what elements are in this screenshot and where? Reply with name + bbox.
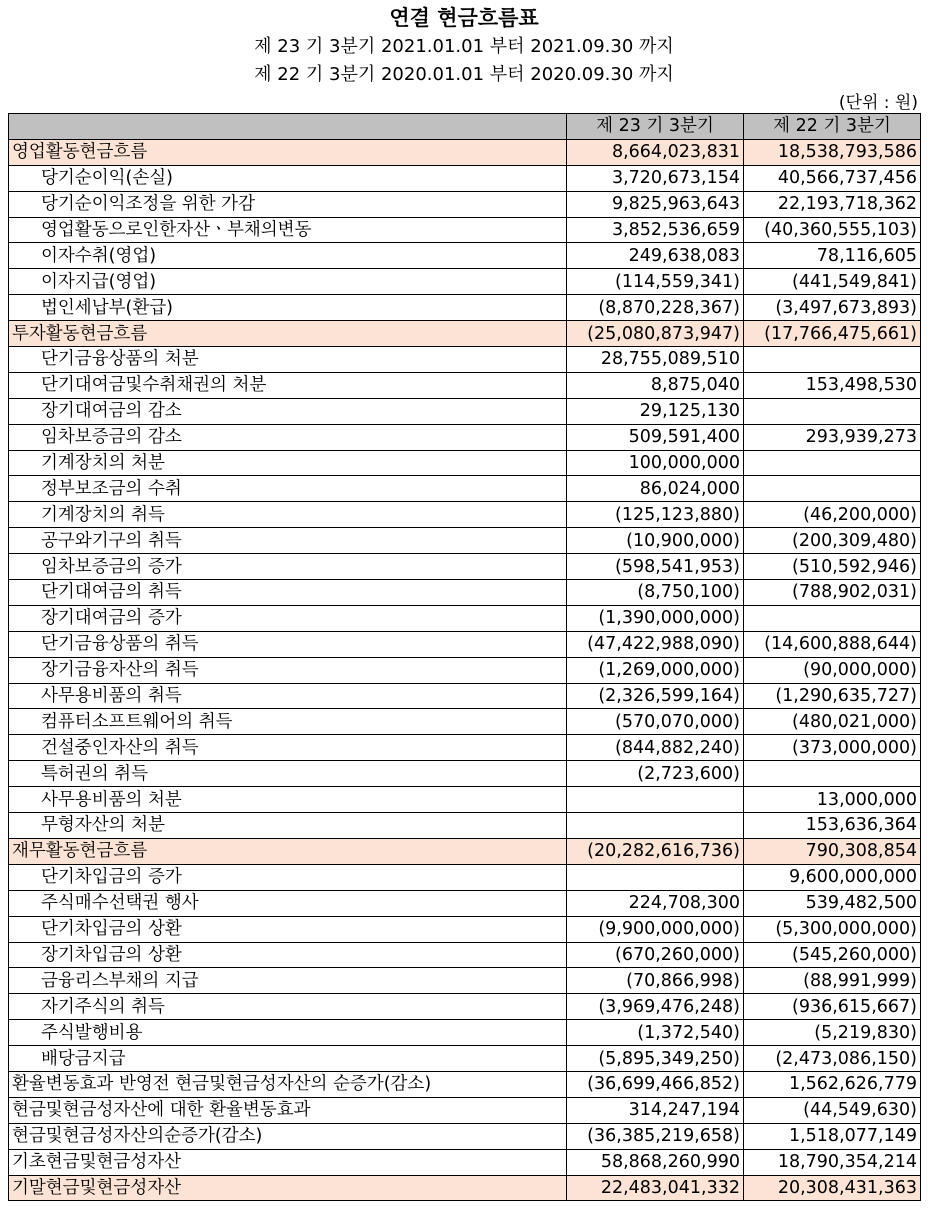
value-current: 100,000,000 bbox=[567, 450, 744, 476]
value-prior: 40,566,737,456 bbox=[744, 165, 921, 191]
value-prior: (90,000,000) bbox=[744, 657, 921, 683]
cash-flow-table bbox=[8, 113, 921, 1201]
row-label: 단기금융상품의 처분 bbox=[9, 347, 567, 373]
value-current: 8,875,040 bbox=[567, 372, 744, 398]
table-row bbox=[9, 243, 921, 269]
row-label: 이자지급(영업) bbox=[9, 269, 567, 295]
row-label: 건설중인자산의 취득 bbox=[9, 735, 567, 761]
row-label: 기계장치의 처분 bbox=[9, 450, 567, 476]
value-prior: 1,562,626,779 bbox=[744, 1071, 921, 1097]
value-current bbox=[567, 864, 744, 890]
table-row bbox=[9, 761, 921, 787]
value-current: (25,080,873,947) bbox=[567, 321, 744, 347]
value-prior: 9,600,000,000 bbox=[744, 864, 921, 890]
value-current: (20,282,616,736) bbox=[567, 838, 744, 864]
row-label: 배당금지급 bbox=[9, 1046, 567, 1072]
value-current: (1,269,000,000) bbox=[567, 657, 744, 683]
header-label bbox=[9, 114, 567, 140]
row-label: 자기주식의 취득 bbox=[9, 994, 567, 1020]
header-prior: 제 22 기 3분기 bbox=[744, 114, 921, 140]
value-current: (10,900,000) bbox=[567, 528, 744, 554]
table-row bbox=[9, 787, 921, 813]
period-prior: 제 22 기 3분기 2020.01.01 부터 2020.09.30 까지 bbox=[254, 64, 674, 85]
value-current: 28,755,089,510 bbox=[567, 347, 744, 373]
unit-label: (단위 : 원) bbox=[838, 93, 918, 113]
value-prior: 18,538,793,586 bbox=[744, 139, 921, 165]
row-label: 장기대여금의 감소 bbox=[9, 398, 567, 424]
table-row bbox=[9, 554, 921, 580]
row-label: 재무활동현금흐름 bbox=[9, 838, 567, 864]
table-row bbox=[9, 890, 921, 916]
value-prior: (40,360,555,103) bbox=[744, 217, 921, 243]
table-row bbox=[9, 838, 921, 864]
value-current: (36,385,219,658) bbox=[567, 1123, 744, 1149]
value-prior: (200,309,480) bbox=[744, 528, 921, 554]
value-current: 509,591,400 bbox=[567, 424, 744, 450]
row-label: 특허권의 취득 bbox=[9, 761, 567, 787]
table-row bbox=[9, 502, 921, 528]
value-prior bbox=[744, 605, 921, 631]
row-label: 컴퓨터소프트웨어의 취득 bbox=[9, 709, 567, 735]
value-prior: 20,308,431,363 bbox=[744, 1175, 921, 1201]
value-current: (570,070,000) bbox=[567, 709, 744, 735]
row-label: 장기금융자산의 취득 bbox=[9, 657, 567, 683]
table-row bbox=[9, 295, 921, 321]
table-row bbox=[9, 1020, 921, 1046]
value-current bbox=[567, 787, 744, 813]
value-prior: (545,260,000) bbox=[744, 942, 921, 968]
value-prior: (441,549,841) bbox=[744, 269, 921, 295]
value-prior bbox=[744, 347, 921, 373]
row-label: 단기차입금의 상환 bbox=[9, 916, 567, 942]
row-label: 공구와기구의 취득 bbox=[9, 528, 567, 554]
value-prior: (44,549,630) bbox=[744, 1097, 921, 1123]
table-row bbox=[9, 191, 921, 217]
value-prior: 153,636,364 bbox=[744, 813, 921, 839]
value-current: (670,260,000) bbox=[567, 942, 744, 968]
row-label: 법인세납부(환급) bbox=[9, 295, 567, 321]
table-row bbox=[9, 709, 921, 735]
value-current: 224,708,300 bbox=[567, 890, 744, 916]
row-label: 투자활동현금흐름 bbox=[9, 321, 567, 347]
value-prior: (788,902,031) bbox=[744, 580, 921, 606]
value-prior: (46,200,000) bbox=[744, 502, 921, 528]
table-row bbox=[9, 657, 921, 683]
value-current: (47,422,988,090) bbox=[567, 631, 744, 657]
value-current: (8,750,100) bbox=[567, 580, 744, 606]
value-prior: 13,000,000 bbox=[744, 787, 921, 813]
value-prior: (5,219,830) bbox=[744, 1020, 921, 1046]
table-row bbox=[9, 1175, 921, 1201]
value-current: (1,390,000,000) bbox=[567, 605, 744, 631]
value-prior bbox=[744, 476, 921, 502]
table-row bbox=[9, 1097, 921, 1123]
row-label: 현금및현금성자산에 대한 환율변동효과 bbox=[9, 1097, 567, 1123]
header-current: 제 23 기 3분기 bbox=[567, 114, 744, 140]
value-current: 3,720,673,154 bbox=[567, 165, 744, 191]
value-prior: 539,482,500 bbox=[744, 890, 921, 916]
value-prior: 153,498,530 bbox=[744, 372, 921, 398]
value-prior: (88,991,999) bbox=[744, 968, 921, 994]
table-row bbox=[9, 321, 921, 347]
row-label: 단기대여금및수취채권의 처분 bbox=[9, 372, 567, 398]
value-prior: (17,766,475,661) bbox=[744, 321, 921, 347]
value-current: 29,125,130 bbox=[567, 398, 744, 424]
row-label: 무형자산의 처분 bbox=[9, 813, 567, 839]
value-prior: (510,592,946) bbox=[744, 554, 921, 580]
value-current: 22,483,041,332 bbox=[567, 1175, 744, 1201]
table-row bbox=[9, 1071, 921, 1097]
value-prior: (373,000,000) bbox=[744, 735, 921, 761]
table-row bbox=[9, 165, 921, 191]
table-row bbox=[9, 528, 921, 554]
table-row bbox=[9, 916, 921, 942]
value-current: 9,825,963,643 bbox=[567, 191, 744, 217]
value-current: (2,326,599,164) bbox=[567, 683, 744, 709]
value-current: (5,895,349,250) bbox=[567, 1046, 744, 1072]
value-current: (2,723,600) bbox=[567, 761, 744, 787]
row-label: 임차보증금의 증가 bbox=[9, 554, 567, 580]
value-current: (844,882,240) bbox=[567, 735, 744, 761]
value-current: 8,664,023,831 bbox=[567, 139, 744, 165]
row-label: 정부보조금의 수취 bbox=[9, 476, 567, 502]
value-prior: (1,290,635,727) bbox=[744, 683, 921, 709]
value-prior: 22,193,718,362 bbox=[744, 191, 921, 217]
value-current: 58,868,260,990 bbox=[567, 1149, 744, 1175]
value-current: (3,969,476,248) bbox=[567, 994, 744, 1020]
period-current: 제 23 기 3분기 2021.01.01 부터 2021.09.30 까지 bbox=[254, 36, 674, 57]
value-current: (125,123,880) bbox=[567, 502, 744, 528]
row-label: 사무용비품의 처분 bbox=[9, 787, 567, 813]
value-current: (598,541,953) bbox=[567, 554, 744, 580]
value-prior: 1,518,077,149 bbox=[744, 1123, 921, 1149]
row-label: 단기금융상품의 취득 bbox=[9, 631, 567, 657]
row-label: 임차보증금의 감소 bbox=[9, 424, 567, 450]
table-row bbox=[9, 580, 921, 606]
row-label: 영업활동현금흐름 bbox=[9, 139, 567, 165]
value-prior: 293,939,273 bbox=[744, 424, 921, 450]
table-row bbox=[9, 1149, 921, 1175]
row-label: 단기차입금의 증가 bbox=[9, 864, 567, 890]
row-label: 장기차입금의 상환 bbox=[9, 942, 567, 968]
statement-title: 연결 현금흐름표 bbox=[389, 6, 539, 30]
row-label: 당기순이익(손실) bbox=[9, 165, 567, 191]
value-prior bbox=[744, 450, 921, 476]
table-row bbox=[9, 217, 921, 243]
table-row bbox=[9, 398, 921, 424]
value-prior: (480,021,000) bbox=[744, 709, 921, 735]
table-row bbox=[9, 942, 921, 968]
value-current: (9,900,000,000) bbox=[567, 916, 744, 942]
row-label: 금융리스부채의 지급 bbox=[9, 968, 567, 994]
row-label: 주식발행비용 bbox=[9, 1020, 567, 1046]
value-current: (114,559,341) bbox=[567, 269, 744, 295]
value-prior bbox=[744, 398, 921, 424]
row-label: 기말현금및현금성자산 bbox=[9, 1175, 567, 1201]
value-current: (8,870,228,367) bbox=[567, 295, 744, 321]
value-current: 3,852,536,659 bbox=[567, 217, 744, 243]
table-row bbox=[9, 476, 921, 502]
table-row bbox=[9, 1123, 921, 1149]
value-prior bbox=[744, 761, 921, 787]
value-prior: 18,790,354,214 bbox=[744, 1149, 921, 1175]
value-current: 86,024,000 bbox=[567, 476, 744, 502]
row-label: 기초현금및현금성자산 bbox=[9, 1149, 567, 1175]
value-current: (70,866,998) bbox=[567, 968, 744, 994]
table-row bbox=[9, 139, 921, 165]
row-label: 주식매수선택권 행사 bbox=[9, 890, 567, 916]
row-label: 당기순이익조정을 위한 가감 bbox=[9, 191, 567, 217]
value-prior: (936,615,667) bbox=[744, 994, 921, 1020]
row-label: 현금및현금성자산의순증가(감소) bbox=[9, 1123, 567, 1149]
row-label: 기계장치의 취득 bbox=[9, 502, 567, 528]
table-header bbox=[9, 114, 921, 140]
value-prior: (5,300,000,000) bbox=[744, 916, 921, 942]
table-row bbox=[9, 994, 921, 1020]
table-row bbox=[9, 813, 921, 839]
value-prior: 78,116,605 bbox=[744, 243, 921, 269]
table-row bbox=[9, 683, 921, 709]
table-row bbox=[9, 372, 921, 398]
table-row bbox=[9, 968, 921, 994]
value-prior: (3,497,673,893) bbox=[744, 295, 921, 321]
value-current: (36,699,466,852) bbox=[567, 1071, 744, 1097]
value-current: 314,247,194 bbox=[567, 1097, 744, 1123]
row-label: 장기대여금의 증가 bbox=[9, 605, 567, 631]
row-label: 사무용비품의 취득 bbox=[9, 683, 567, 709]
row-label: 환율변동효과 반영전 현금및현금성자산의 순증가(감소) bbox=[9, 1071, 567, 1097]
table-row bbox=[9, 735, 921, 761]
row-label: 영업활동으로인한자산ㆍ부채의변동 bbox=[9, 217, 567, 243]
value-prior: (2,473,086,150) bbox=[744, 1046, 921, 1072]
table-row bbox=[9, 347, 921, 373]
value-current: (1,372,540) bbox=[567, 1020, 744, 1046]
value-current: 249,638,083 bbox=[567, 243, 744, 269]
value-prior: 790,308,854 bbox=[744, 838, 921, 864]
row-label: 이자수취(영업) bbox=[9, 243, 567, 269]
table-row bbox=[9, 605, 921, 631]
table-row bbox=[9, 864, 921, 890]
table-row bbox=[9, 450, 921, 476]
table-row bbox=[9, 269, 921, 295]
row-label: 단기대여금의 취득 bbox=[9, 580, 567, 606]
value-prior: (14,600,888,644) bbox=[744, 631, 921, 657]
table-row bbox=[9, 424, 921, 450]
table-row bbox=[9, 631, 921, 657]
value-current bbox=[567, 813, 744, 839]
table-row bbox=[9, 1046, 921, 1072]
